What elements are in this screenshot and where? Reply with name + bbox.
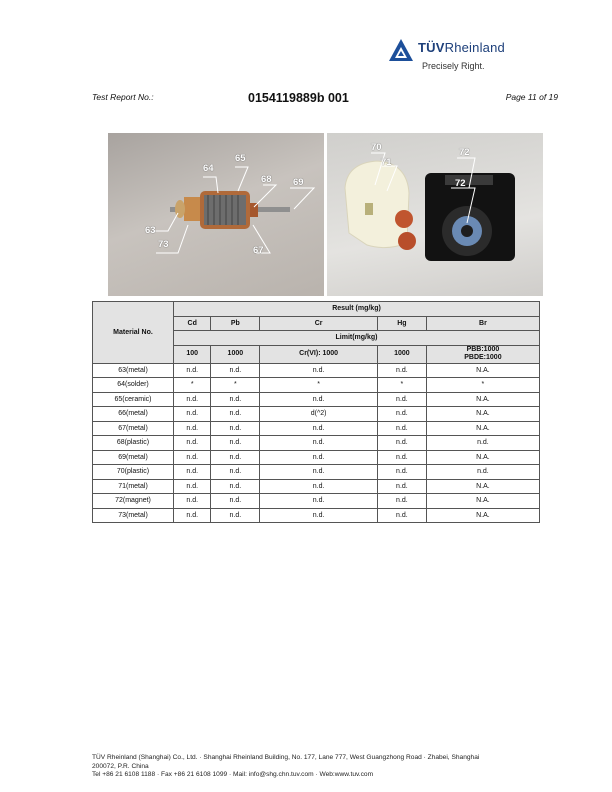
photo-rotor xyxy=(108,133,324,296)
result-cell: n.d. xyxy=(174,436,211,451)
result-cell: * xyxy=(260,378,378,393)
result-cell: n.d. xyxy=(377,392,426,407)
brand-name: TÜVRheinland xyxy=(418,40,505,55)
result-cell: n.d. xyxy=(174,494,211,509)
material-cell: 72(magnet) xyxy=(93,494,174,509)
result-cell: n.d. xyxy=(174,421,211,436)
element-header: Pb xyxy=(211,316,260,331)
result-cell: n.d. xyxy=(211,494,260,509)
element-header: Hg xyxy=(377,316,426,331)
result-cell: n.d. xyxy=(260,479,378,494)
table-row xyxy=(93,465,540,480)
material-cell: 68(plastic) xyxy=(93,436,174,451)
result-cell: n.d. xyxy=(174,479,211,494)
result-cell: n.d. xyxy=(211,508,260,523)
callout-label: 72 xyxy=(459,147,470,158)
result-cell: n.d. xyxy=(260,436,378,451)
element-header: Cd xyxy=(174,316,211,331)
footer xyxy=(92,754,552,780)
result-cell: * xyxy=(377,378,426,393)
result-cell: n.d. xyxy=(211,479,260,494)
limit-header: Limit(mg/kg) xyxy=(174,331,540,346)
result-cell: n.d. xyxy=(174,465,211,480)
result-cell: n.d. xyxy=(377,363,426,378)
callout-label: 73 xyxy=(158,239,169,250)
limit-value: 100 xyxy=(174,345,211,363)
result-cell: n.d. xyxy=(174,392,211,407)
material-cell: 67(metal) xyxy=(93,421,174,436)
callout-label: 72 xyxy=(455,178,466,189)
result-cell: n.d. xyxy=(377,479,426,494)
material-cell: 66(metal) xyxy=(93,407,174,422)
footer-contact: Tel +86 21 6108 1188 · Fax +86 21 6108 1099 · Mail: info@shg.chn.tuv.com · Web:www.tuv.com xyxy=(92,771,374,778)
report-number: 0154119889b 001 xyxy=(248,91,349,105)
table-row xyxy=(93,407,540,422)
result-cell: n.d. xyxy=(377,494,426,509)
element-header: Br xyxy=(426,316,539,331)
result-cell: n.d. xyxy=(211,392,260,407)
material-cell: 69(metal) xyxy=(93,450,174,465)
result-cell: N.A. xyxy=(426,494,539,509)
table-row xyxy=(93,494,540,509)
result-cell: n.d. xyxy=(426,436,539,451)
table-row xyxy=(93,421,540,436)
result-cell: n.d. xyxy=(260,494,378,509)
table-row xyxy=(93,450,540,465)
result-cell: n.d. xyxy=(211,450,260,465)
result-cell: N.A. xyxy=(426,421,539,436)
material-cell: 70(plastic) xyxy=(93,465,174,480)
result-header: Result (mg/kg) xyxy=(174,302,540,317)
footer-postcode: 200072, P.R. China xyxy=(92,762,149,770)
callout-label: 71 xyxy=(381,157,392,168)
report-no-label: Test Report No.: xyxy=(92,92,154,102)
result-cell: n.d. xyxy=(377,508,426,523)
result-cell: * xyxy=(426,378,539,393)
result-cell: n.d. xyxy=(260,465,378,480)
callout-label: 64 xyxy=(203,163,214,174)
result-cell: n.d. xyxy=(260,450,378,465)
material-cell: 63(metal) xyxy=(93,363,174,378)
table-body xyxy=(93,363,540,523)
callout-label: 70 xyxy=(371,142,382,153)
result-cell: n.d. xyxy=(174,407,211,422)
callout-label: 69 xyxy=(293,177,304,188)
result-cell: n.d. xyxy=(260,508,378,523)
result-cell: n.d. xyxy=(174,450,211,465)
table-row xyxy=(93,392,540,407)
result-cell: n.d. xyxy=(377,407,426,422)
result-cell: n.d. xyxy=(260,363,378,378)
table-row xyxy=(93,508,540,523)
material-cell: 73(metal) xyxy=(93,508,174,523)
callout-label: 63 xyxy=(145,225,156,236)
result-cell: * xyxy=(211,378,260,393)
result-cell: n.d. xyxy=(211,421,260,436)
result-cell: N.A. xyxy=(426,392,539,407)
page-number: Page 11 of 19 xyxy=(505,92,558,102)
table-row xyxy=(93,479,540,494)
table-row xyxy=(93,378,540,393)
result-cell: n.d. xyxy=(260,392,378,407)
result-cell: n.d. xyxy=(174,508,211,523)
limit-value: PBB:1000 PBDE:1000 xyxy=(426,345,539,363)
limit-value: 1000 xyxy=(377,345,426,363)
result-cell: N.A. xyxy=(426,479,539,494)
photo-housing xyxy=(327,133,543,296)
element-header: Cr xyxy=(260,316,378,331)
result-cell: n.d. xyxy=(211,407,260,422)
result-cell: * xyxy=(174,378,211,393)
result-cell: n.d. xyxy=(260,421,378,436)
material-cell: 65(ceramic) xyxy=(93,392,174,407)
limit-value: 1000 xyxy=(211,345,260,363)
limit-value: Cr(VI): 1000 xyxy=(260,345,378,363)
sample-photos xyxy=(108,133,543,296)
footer-address: TÜV Rheinland (Shanghai) Co., Ltd. · Shanghai Rheinland Building, No. 177, Lane 777, West Guangzhong Road · Zhabei, Shanghai xyxy=(92,754,480,761)
callout-label: 65 xyxy=(235,153,246,164)
material-header: Material No. xyxy=(93,302,174,364)
callout-label: 68 xyxy=(261,174,272,185)
callout-label: 67 xyxy=(253,245,264,256)
material-cell: 64(solder) xyxy=(93,378,174,393)
tuv-logo xyxy=(388,36,538,80)
result-cell: d(^2) xyxy=(260,407,378,422)
result-cell: N.A. xyxy=(426,363,539,378)
result-cell: n.d. xyxy=(377,436,426,451)
results-table xyxy=(92,301,540,523)
result-cell: N.A. xyxy=(426,508,539,523)
result-cell: n.d. xyxy=(377,465,426,480)
result-cell: n.d. xyxy=(426,465,539,480)
result-cell: n.d. xyxy=(211,465,260,480)
result-cell: n.d. xyxy=(174,363,211,378)
material-cell: 71(metal) xyxy=(93,479,174,494)
result-cell: N.A. xyxy=(426,450,539,465)
result-cell: n.d. xyxy=(377,450,426,465)
result-cell: n.d. xyxy=(211,363,260,378)
table-row xyxy=(93,363,540,378)
table-row xyxy=(93,436,540,451)
brand-slogan: Precisely Right. xyxy=(422,61,485,71)
result-cell: N.A. xyxy=(426,407,539,422)
triangle-logo-icon xyxy=(388,38,414,62)
result-cell: n.d. xyxy=(377,421,426,436)
result-cell: n.d. xyxy=(211,436,260,451)
